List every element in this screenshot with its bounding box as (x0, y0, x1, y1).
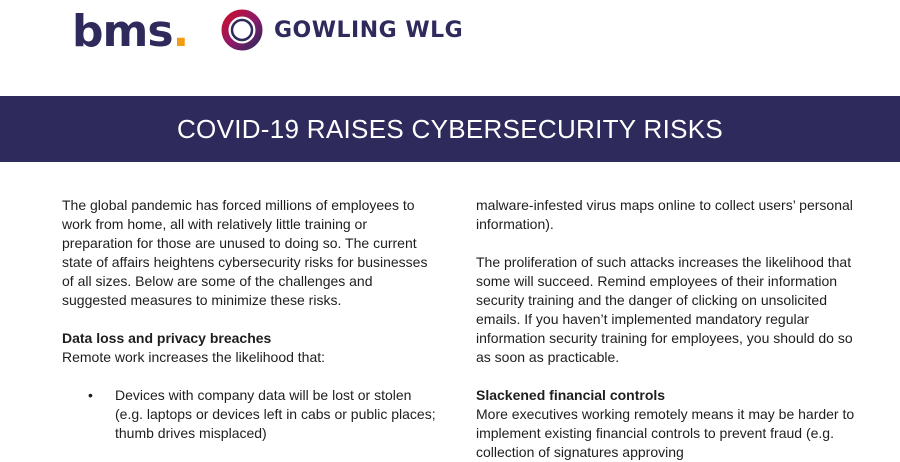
bms-logo-dot: . (172, 6, 189, 57)
gowling-logo-text: GOWLING WLG (274, 17, 464, 43)
bullet-icon: • (88, 387, 93, 403)
section-text-data-loss: Remote work increases the likelihood that: (62, 349, 326, 365)
section-heading-data-loss: Data loss and privacy breaches (62, 330, 272, 346)
bms-logo (72, 6, 188, 58)
bms-logo-text: bms (72, 6, 173, 57)
intro-paragraph: The global pandemic has forced millions of employees to work from home, all with relatively little training or preparation for those are unused to doing so. The current state of affairs heightens cybersecurity risks for businesses of all sizes. Below are some of the challenges and suggested measures to minimize these risks. (62, 197, 428, 308)
section-text-financial-controls: More executives working remotely means it may be harder to implement existing financial controls to prevent fraud (e.g. collection of signatures approving (476, 406, 855, 460)
continued-paragraph: malware-infested virus maps online to collect users’ personal information). (476, 197, 853, 232)
gowling-ring-icon (220, 8, 264, 52)
list-item (62, 386, 437, 443)
title-banner (0, 96, 900, 162)
left-column (62, 196, 437, 443)
right-column (476, 196, 856, 462)
page-title: COVID-19 RAISES CYBERSECURITY RISKS (176, 113, 724, 144)
training-paragraph: The proliferation of such attacks increases the likelihood that some will succeed. Remind employees of their information security training and the danger of clicking on unsolicited emails. If you haven’t implemented mandatory regular information security training for employees, you should do so as soon as practicable. (476, 254, 853, 365)
section-heading-financial-controls: Slackened financial controls (476, 387, 666, 403)
risk-bullet-list (62, 386, 437, 443)
list-item-text: Devices with company data will be lost or stolen (e.g. laptops or devices left in cabs or public places; thumb drives misplaced) (115, 387, 436, 441)
gowling-wlg-logo (220, 8, 463, 52)
